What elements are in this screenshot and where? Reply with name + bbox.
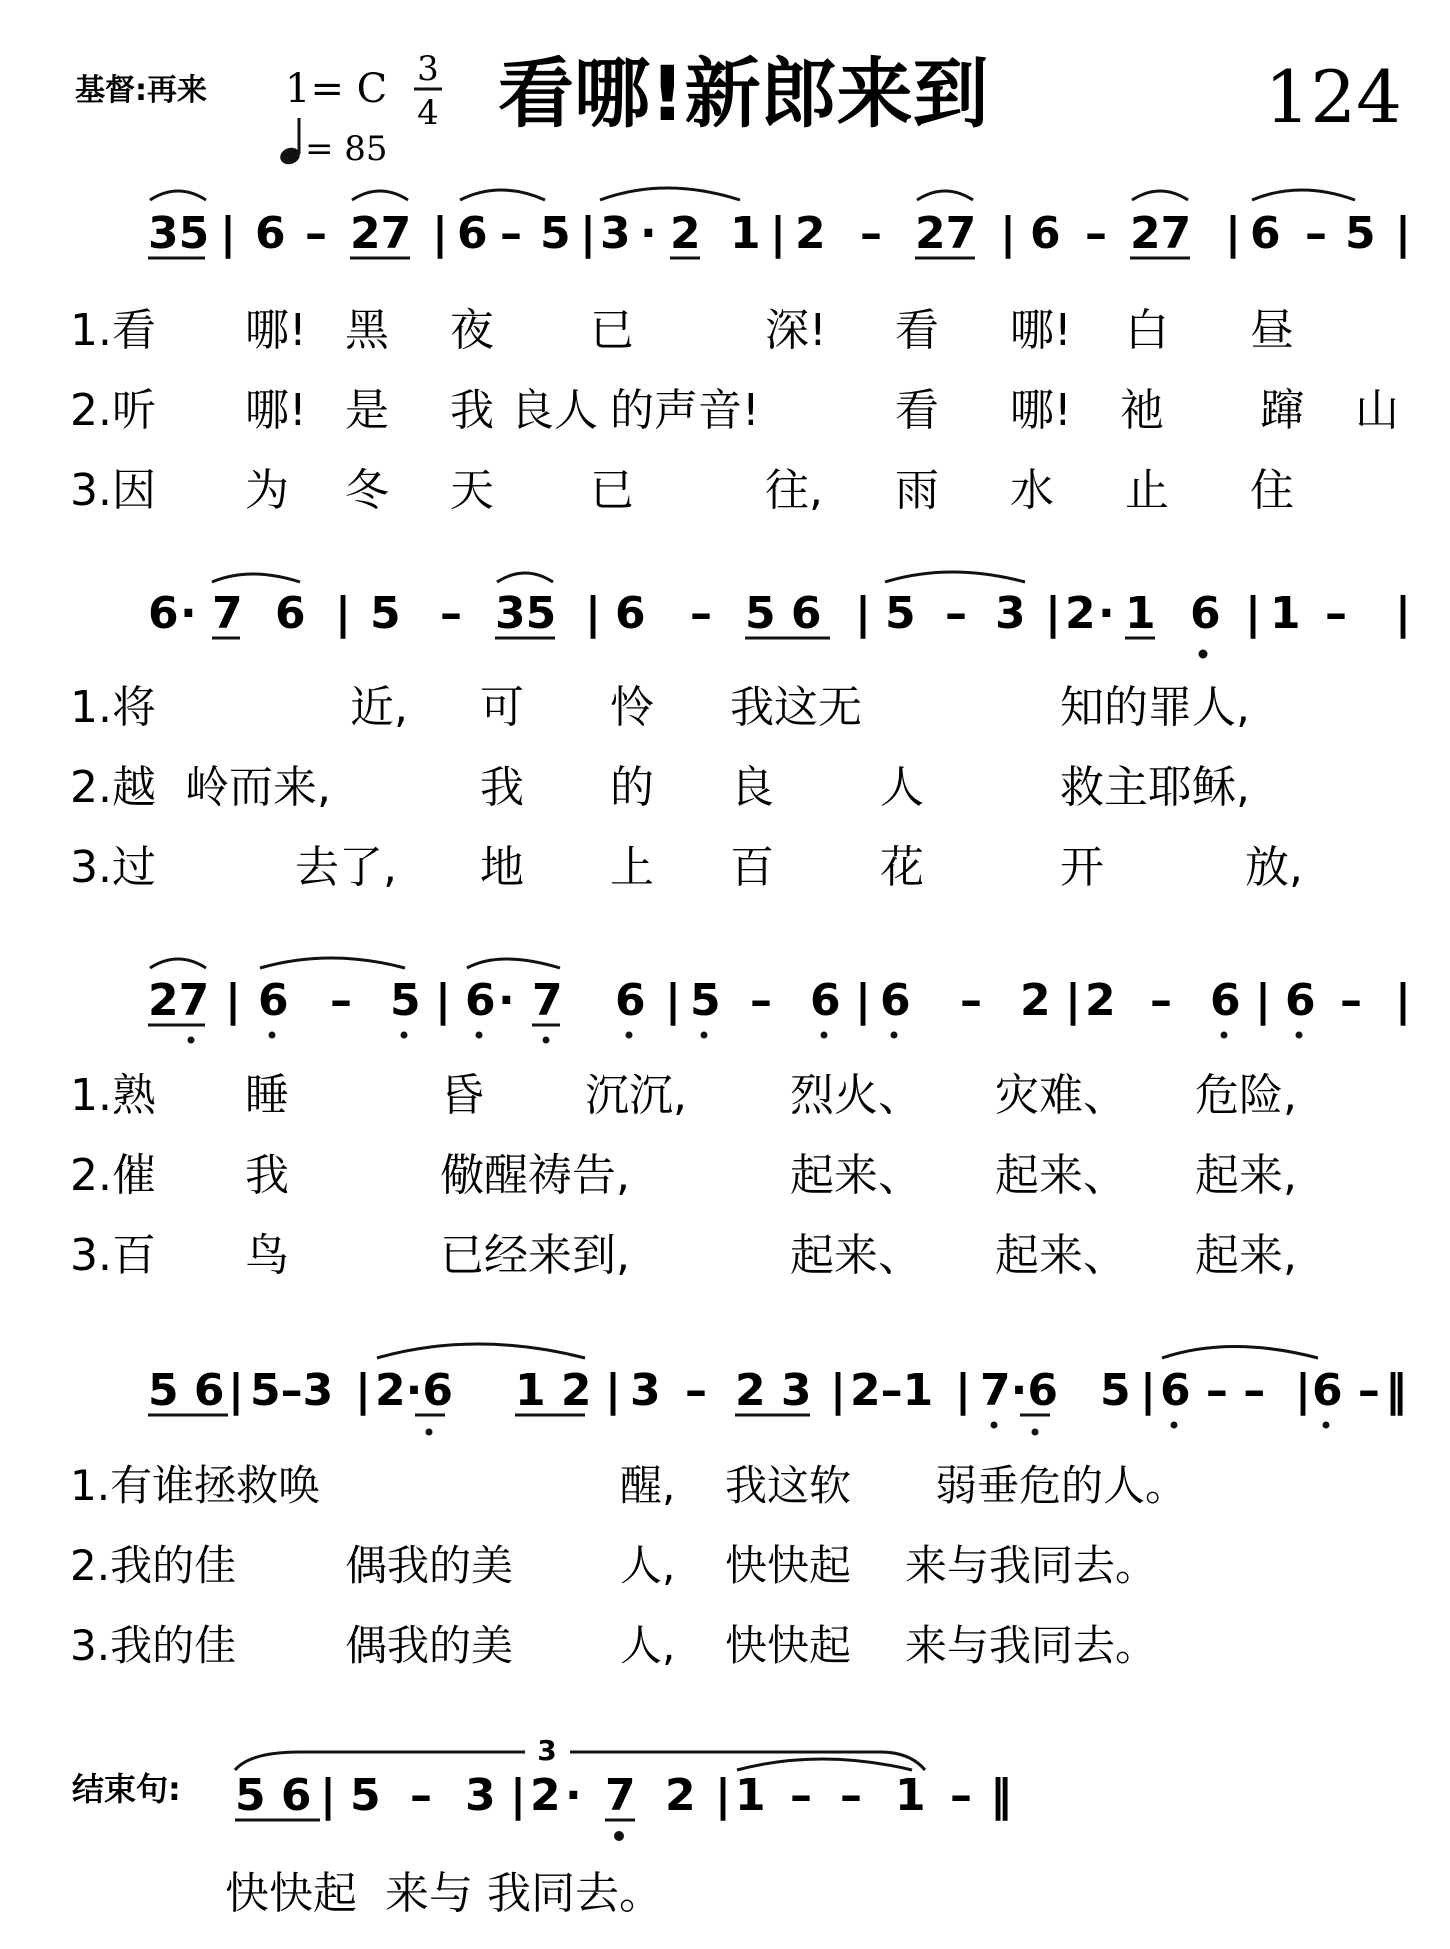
note: 6 bbox=[255, 208, 286, 259]
lyric-verse-2: 2.听 哪! 是 我 良人 的声音! 看 哪! 祂 蹿 山 bbox=[70, 385, 1399, 436]
final-barline: ‖ bbox=[990, 1770, 1012, 1821]
note: 6 bbox=[1250, 208, 1281, 259]
note: 27 bbox=[148, 975, 210, 1026]
note: 1 bbox=[1270, 588, 1301, 639]
note: 6 bbox=[275, 588, 306, 639]
lower-octave-dots-4 bbox=[426, 1422, 1330, 1436]
ending-lyrics: 快快起 来与 我同去。 bbox=[225, 1868, 663, 1919]
dash: – bbox=[305, 208, 327, 259]
triplet-number: 3 bbox=[537, 1734, 557, 1767]
note: 5 bbox=[370, 588, 401, 639]
dash: – bbox=[330, 975, 352, 1026]
dot: · bbox=[1098, 588, 1115, 639]
note: 6 bbox=[465, 975, 496, 1026]
note: 6 bbox=[615, 588, 646, 639]
final-barline: ‖ bbox=[1385, 1365, 1407, 1416]
barline: | bbox=[435, 975, 452, 1026]
dot: · bbox=[565, 1770, 582, 1821]
barline: | bbox=[585, 588, 602, 639]
lyric-verse-3: 3.过 去了, 地 上 百 花 开 放, bbox=[70, 842, 1303, 893]
note: 3 bbox=[465, 1770, 496, 1821]
note: 5 bbox=[350, 1770, 381, 1821]
notation-line-4 bbox=[148, 1365, 1407, 1416]
dash: – bbox=[1085, 208, 1107, 259]
note: 6 bbox=[615, 975, 646, 1026]
note-3: 35 bbox=[148, 208, 210, 259]
lyric-verse-1: 1.看 哪! 黑 夜 已 深! 看 哪! 白 昼 bbox=[70, 305, 1294, 356]
note: 1 bbox=[735, 1770, 766, 1821]
dash: – bbox=[690, 588, 712, 639]
barline: | bbox=[715, 1770, 732, 1821]
note: 6 bbox=[1030, 208, 1061, 259]
barline: | bbox=[830, 1365, 847, 1416]
quarter-note-icon bbox=[278, 118, 302, 167]
lyric-verse-3: 3.百 鸟 已经来到, 起来、 起来、 起来, bbox=[70, 1230, 1297, 1281]
notation-line-2 bbox=[148, 588, 1411, 639]
dash: – bbox=[500, 208, 522, 259]
system-3 bbox=[70, 958, 1411, 1281]
barline: | bbox=[510, 1770, 527, 1821]
note: 2–1 bbox=[850, 1365, 934, 1416]
note: 3 bbox=[995, 588, 1026, 639]
lyric-verse-2: 2.越 岭而来, 我 的 良 人 救主耶稣, bbox=[70, 762, 1250, 813]
barline: | bbox=[1065, 975, 1082, 1026]
barline: | bbox=[665, 975, 682, 1026]
note: 5 6 bbox=[745, 588, 822, 639]
dash: – bbox=[1325, 588, 1347, 639]
dash: – bbox=[960, 975, 982, 1026]
lyric-verse-2: 2.我的佳 偶我的美 人, 快快起 来与我同去。 bbox=[70, 1541, 1158, 1590]
lyrics-4 bbox=[70, 1461, 1187, 1670]
note: 2 bbox=[1085, 975, 1116, 1026]
dash: – bbox=[440, 588, 462, 639]
barline: | bbox=[770, 208, 787, 259]
barline: | bbox=[1395, 208, 1412, 259]
dash: – bbox=[945, 588, 967, 639]
tempo-mark: = 85 bbox=[305, 129, 388, 169]
note: 6 bbox=[880, 975, 911, 1026]
note: 7 bbox=[212, 588, 243, 639]
barline: | bbox=[1140, 1365, 1157, 1416]
note: 5–3 bbox=[250, 1365, 334, 1416]
triplet-bracket bbox=[235, 1752, 925, 1770]
time-signature-top: 3 bbox=[417, 49, 439, 89]
lyric-verse-3: 3.我的佳 偶我的美 人, 快快起 来与我同去。 bbox=[70, 1621, 1158, 1670]
note: 6 bbox=[810, 975, 841, 1026]
ending-label: 结束句: bbox=[72, 1770, 181, 1808]
barline: | bbox=[355, 1365, 372, 1416]
category-label: 基督:再来 bbox=[75, 73, 207, 108]
dash: – bbox=[950, 1770, 972, 1821]
note: 7·6 bbox=[980, 1365, 1058, 1416]
note: 5 bbox=[885, 588, 916, 639]
note: 6 bbox=[1190, 588, 1221, 639]
note: 2·6 bbox=[375, 1365, 453, 1416]
system-1 bbox=[70, 188, 1411, 516]
note: 3 bbox=[600, 208, 631, 259]
barline: | bbox=[1045, 588, 1062, 639]
time-signature-bottom: 4 bbox=[417, 93, 439, 133]
song-title: 看哪!新郎来到 bbox=[498, 49, 989, 138]
lyrics-2 bbox=[70, 682, 1303, 893]
dash: – bbox=[685, 1365, 707, 1416]
dash: – bbox=[860, 208, 882, 259]
note: 6 bbox=[258, 975, 289, 1026]
barline: | bbox=[1225, 208, 1242, 259]
note: 6 – bbox=[1312, 1365, 1380, 1416]
note: 6 bbox=[457, 208, 488, 259]
note: 7 bbox=[532, 975, 563, 1026]
system-4 bbox=[70, 1344, 1407, 1670]
dash: – bbox=[1150, 975, 1172, 1026]
dash: – bbox=[750, 975, 772, 1026]
note: 27 bbox=[915, 208, 977, 259]
barline: | bbox=[1255, 975, 1272, 1026]
note: 27 bbox=[350, 208, 412, 259]
note: 6 bbox=[148, 588, 179, 639]
note: 6 bbox=[1285, 975, 1316, 1026]
note: 5 bbox=[690, 975, 721, 1026]
dash: – bbox=[410, 1770, 432, 1821]
note: 27 bbox=[1130, 208, 1192, 259]
notation-line-3 bbox=[148, 975, 1411, 1026]
note: 7 bbox=[605, 1770, 636, 1821]
note: 1 2 bbox=[515, 1365, 592, 1416]
note: 5 bbox=[1345, 208, 1376, 259]
barline: | bbox=[955, 1365, 972, 1416]
note: 6 bbox=[1210, 975, 1241, 1026]
barline: | bbox=[855, 588, 872, 639]
note: 2 bbox=[1020, 975, 1051, 1026]
lyric-verse-1: 1.有谁拯救唤 醒, 我这软 弱垂危的人。 bbox=[70, 1461, 1188, 1510]
note: 5 bbox=[390, 975, 421, 1026]
note: 5 6 bbox=[235, 1770, 312, 1821]
barline: | bbox=[432, 208, 449, 259]
barline: | bbox=[320, 1770, 337, 1821]
note: 2 bbox=[1065, 588, 1096, 639]
barline: | bbox=[1245, 588, 1262, 639]
dash: – bbox=[1340, 975, 1362, 1026]
barline: | bbox=[605, 1365, 622, 1416]
note: 2 bbox=[665, 1770, 696, 1821]
hymn-number: 124 bbox=[1264, 55, 1402, 139]
dash: – bbox=[840, 1770, 862, 1821]
barline: | bbox=[228, 1365, 245, 1416]
lyric-verse-1: 1.熟 睡 昏 沉沉, 烈火、 灾难、 危险, bbox=[70, 1070, 1297, 1121]
lyric-verse-2: 2.催 我 儆醒祷告, 起来、 起来、 起来, bbox=[70, 1150, 1297, 1201]
barline: | bbox=[855, 975, 872, 1026]
barline: | bbox=[225, 975, 242, 1026]
note: 5 6 bbox=[148, 1365, 225, 1416]
barline: | bbox=[1395, 588, 1412, 639]
barline: | bbox=[220, 208, 237, 259]
dot: · bbox=[498, 975, 515, 1026]
dot: · bbox=[640, 208, 657, 259]
dash: – bbox=[790, 1770, 812, 1821]
note: 5 bbox=[540, 208, 571, 259]
system-2 bbox=[70, 572, 1411, 893]
barline: | bbox=[1395, 975, 1412, 1026]
note: 35 bbox=[495, 588, 557, 639]
lyrics-1 bbox=[70, 305, 1399, 516]
lyric-verse-3: 3.因 为 冬 天 已 往, 雨 水 止 住 bbox=[70, 465, 1294, 516]
note: 2 bbox=[795, 208, 826, 259]
ending-section bbox=[72, 1734, 1012, 1919]
note: 1 bbox=[1125, 588, 1156, 639]
lyric-verse-1: 1.将 近, 可 怜 我这无 知的罪人, bbox=[70, 682, 1250, 733]
dot: · bbox=[180, 588, 197, 639]
barline: | bbox=[1000, 208, 1017, 259]
notation-line-ending bbox=[235, 1770, 1012, 1821]
key-signature: 1= C bbox=[285, 66, 388, 112]
notation-line-1 bbox=[148, 208, 1411, 259]
barline: | bbox=[335, 588, 352, 639]
note: 2 3 bbox=[735, 1365, 812, 1416]
note: 6 – – bbox=[1160, 1365, 1266, 1416]
barline: | bbox=[1295, 1365, 1312, 1416]
lyrics-3 bbox=[70, 1070, 1297, 1281]
dash: – bbox=[1305, 208, 1327, 259]
note: 2 bbox=[670, 208, 701, 259]
note: 2 bbox=[530, 1770, 561, 1821]
note: 3 bbox=[630, 1365, 661, 1416]
header bbox=[75, 49, 1402, 169]
barline: | bbox=[580, 208, 597, 259]
note: 1 bbox=[895, 1770, 926, 1821]
lower-octave-dots-3 bbox=[188, 1032, 1303, 1044]
note: 1 bbox=[730, 208, 761, 259]
note: 5 bbox=[1100, 1365, 1131, 1416]
